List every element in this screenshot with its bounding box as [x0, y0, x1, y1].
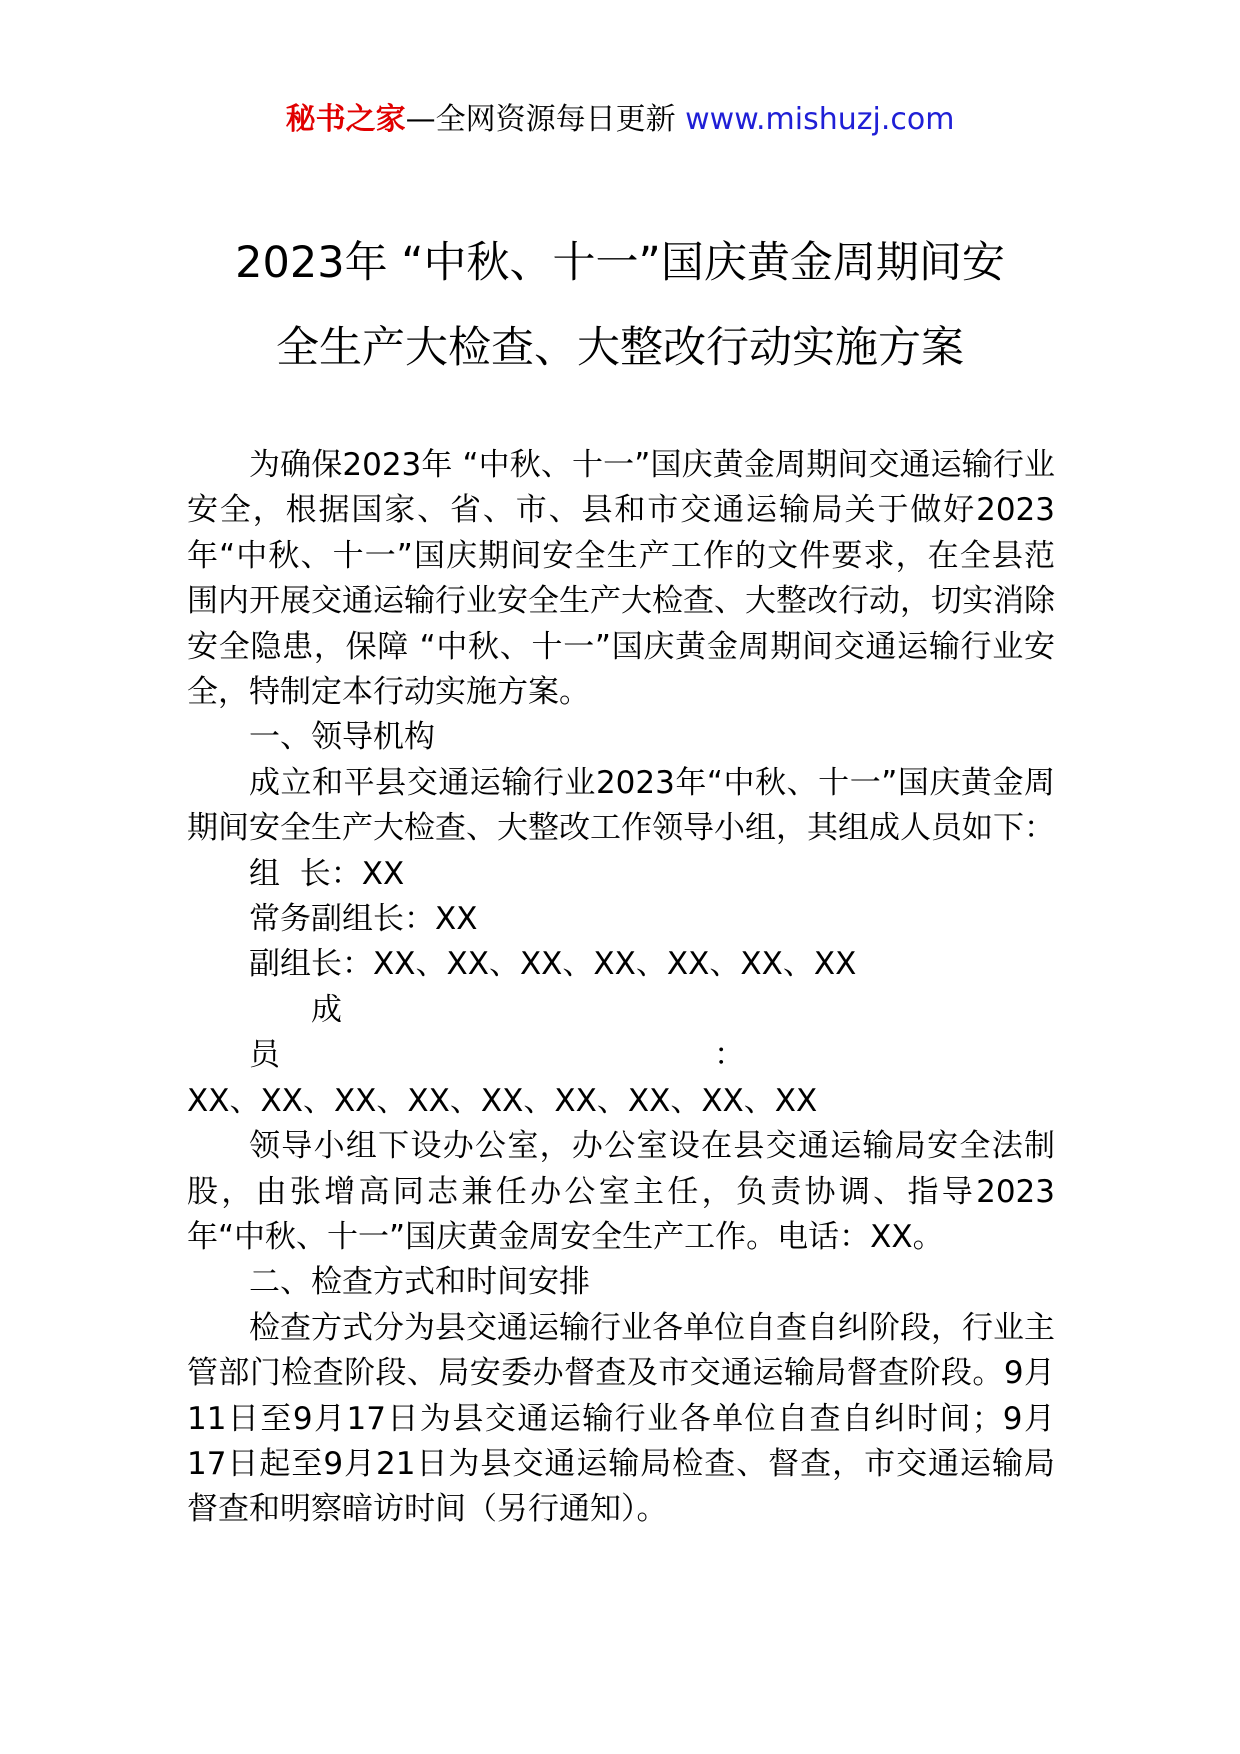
section-2-heading: 二、检查方式和时间安排 [249, 1264, 590, 1301]
leader-line: 组 长：XX [249, 855, 405, 892]
executive-deputy-line: 常务副组长：XX [249, 901, 478, 938]
section-1-heading: 一、领导机构 [249, 719, 435, 756]
section-2-body: 检查方式分为县交通运输行业各单位自查自纠阶段，行业主管部门检查阶段、局安委办督查及市交通运输局督查阶段。9月11日至9月17日为县交通运输行业各单位自查自纠时间；9月17日起至9月21日为县交通运输局检查、督查，市交通运输局督查和明察暗访时间（另行通知）。 [187, 1309, 1055, 1528]
site-brand: 秘书之家 [285, 102, 406, 137]
members-list: XX、XX、XX、XX、XX、XX、XX、XX、XX [187, 1082, 818, 1119]
members-label [187, 988, 1179, 1079]
document-body [187, 443, 1179, 1533]
office-paragraph: 领导小组下设办公室，办公室设在县交通运输局安全法制股，由张增高同志兼任办公室主任，负责协调、指导2023年“中秋、十一”国庆黄金周安全生产工作。电话：XX。 [187, 1128, 1055, 1255]
deputies-line: 副组长：XX、XX、XX、XX、XX、XX、XX [249, 946, 857, 983]
members-label-text: 成员： [249, 991, 1179, 1074]
site-tagline: —全网资源每日更新 [405, 102, 686, 137]
document-title-line-2: 全生产大检查、大整改行动实施方案 [276, 323, 964, 373]
site-url-link[interactable]: www.mishuzj.com [685, 102, 955, 137]
document-title-line-1: 2023年 “中秋、十一”国庆黄金周期间安 [235, 238, 1005, 288]
site-header [0, 100, 1240, 140]
section-1-body: 成立和平县交通运输行业2023年“中秋、十一”国庆黄金周期间安全生产大检查、大整改工作领导小组，其组成人员如下： [187, 764, 1055, 847]
intro-paragraph: 为确保2023年 “中秋、十一”国庆黄金周期间交通运输行业安全，根据国家、省、市、县和市交通运输局关于做好2023年“中秋、十一”国庆期间安全生产工作的文件要求，在全县范围内开展交通运输行业安全生产大检查、大整改行动，切实消除安全隐患，保障 “中秋、十一”国庆黄金周期间交通运输行业安全，特制定本行动实施方案。 [187, 447, 1055, 711]
